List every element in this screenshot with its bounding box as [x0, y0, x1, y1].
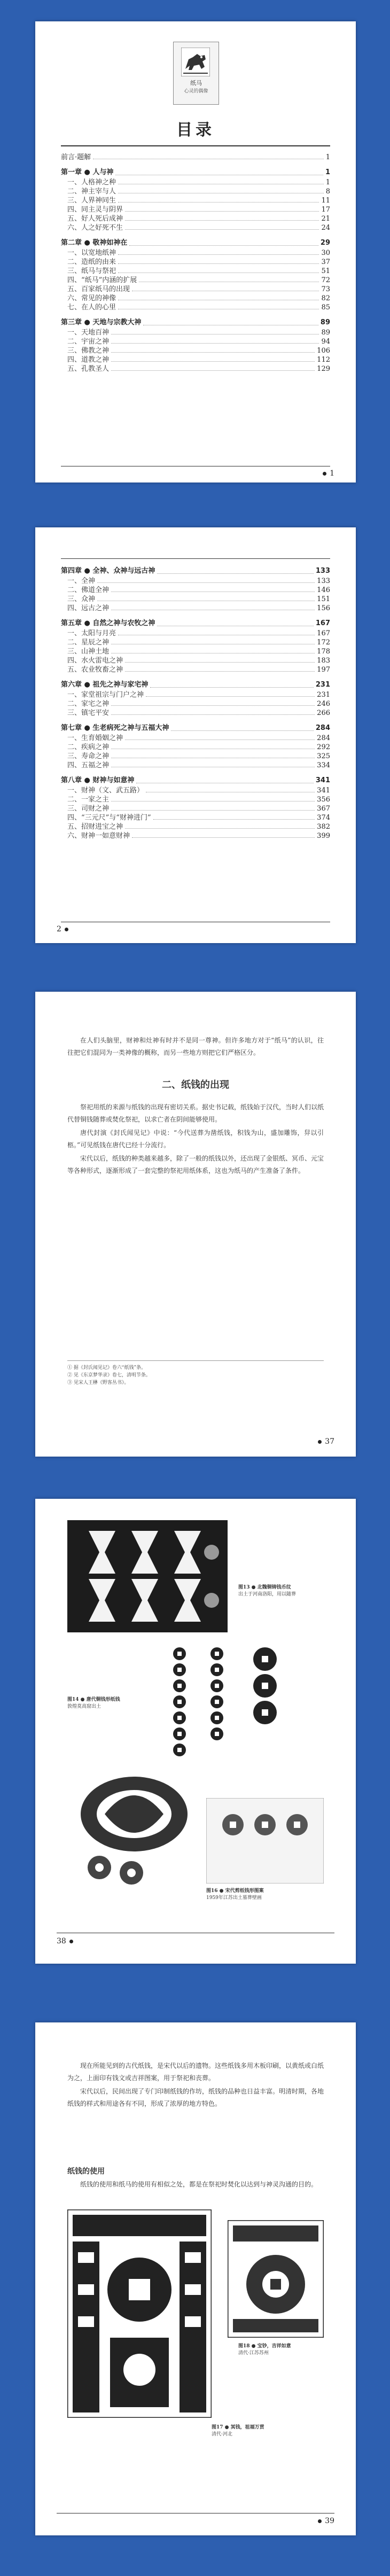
toc-entry-page: 178 — [317, 648, 330, 656]
toc-entry-page: 11 — [321, 197, 330, 205]
body-text — [67, 1101, 324, 1178]
figure-14-caption: 图14 ● 唐代铜钱形纸钱 敦煌莫高窟出土 — [67, 1697, 120, 1709]
toc-entry-page: 284 — [317, 734, 330, 742]
figure-16-caption: 图16 ● 宋代剪纸钱形图案 1959年江苏出土墓葬壁画 — [206, 1888, 264, 1901]
toc-entry-page: 334 — [317, 761, 330, 769]
toc-entry-page: 129 — [317, 365, 330, 373]
toc-entry-label: 一、人格神之种 — [67, 178, 116, 186]
toc-list — [61, 561, 330, 840]
toc-entry-label: 一、生育婚姻之神 — [67, 734, 123, 742]
toc-entry-label: 六、财神一如意财神 — [67, 832, 130, 840]
logo-subtitle: 心灵的偶像 — [184, 89, 208, 94]
toc-entry-page: 325 — [317, 752, 330, 760]
toc-entry-page: 374 — [317, 814, 330, 822]
divider — [61, 145, 330, 146]
page-title: 目录 — [176, 121, 215, 139]
toc-section[interactable] — [61, 223, 330, 232]
toc-entry-label: 一、天地百神 — [67, 329, 110, 337]
toc-entry-label: 二、疾病之神 — [67, 743, 110, 751]
toc-entry-label: 五、农业牧畜之神 — [67, 666, 123, 674]
toc-entry-label: 四、道教之神 — [67, 356, 110, 364]
toc-section[interactable] — [61, 214, 330, 223]
toc-section[interactable] — [61, 337, 330, 346]
figure-17-caption: 图17 ● 冥钱，祖福万贯 清代·河北 — [212, 2425, 264, 2437]
toc-entry-label: 三、众神 — [67, 595, 96, 603]
toc-section[interactable] — [61, 761, 330, 770]
toc-section[interactable] — [61, 364, 330, 373]
toc-entry-label: 三、寿命之神 — [67, 752, 110, 760]
toc-section[interactable] — [61, 795, 330, 804]
toc-section[interactable] — [61, 786, 330, 795]
toc-chapter[interactable] — [61, 723, 330, 734]
toc-entry-label: 第七章 ● 生老病死之神与五福大神 — [61, 724, 169, 732]
toc-page-2 — [35, 527, 356, 943]
footnotes — [67, 1360, 324, 1387]
toc-entry-page: 231 — [315, 681, 330, 689]
footnote: ③ 见宋人王楙《野客丛书》。 — [67, 1380, 129, 1386]
toc-entry-label: 三、佛教之神 — [67, 347, 110, 355]
toc-entry-label: 四、水火雷电之神 — [67, 657, 123, 665]
toc-entry-label: 一、全神 — [67, 577, 96, 585]
toc-entry-page: 356 — [317, 796, 330, 804]
toc-section[interactable] — [61, 734, 330, 743]
toc-section[interactable] — [61, 629, 330, 638]
footnote: ② 见《东京梦华录》卷七，清明节条。 — [67, 1373, 151, 1378]
toc-section[interactable] — [61, 267, 330, 276]
toc-entry-page: 17 — [321, 206, 330, 214]
figure-14-image — [163, 1643, 302, 1761]
divider — [61, 558, 330, 559]
toc-entry-page: 112 — [317, 356, 330, 364]
toc-entry-label: 一、家堂祖宗与门户之神 — [67, 691, 144, 699]
toc-entry-page: 133 — [317, 577, 330, 585]
figure-17-image — [67, 2209, 212, 2418]
toc-section[interactable] — [61, 276, 330, 285]
body-text-2: 纸钱的使用和纸马的使用有相似之处，都是在祭祀时焚化以达到与神灵沟通的目的。 — [80, 2181, 318, 2188]
toc-preface[interactable] — [61, 153, 330, 162]
toc-section[interactable] — [61, 656, 330, 665]
toc-entry-label: 第八章 ● 财神与如意神 — [61, 776, 135, 784]
toc-entry-page: 106 — [317, 347, 330, 355]
toc-entry-label: 四、“三元尺”与“财神进门” — [67, 814, 151, 822]
horse-emblem-icon — [181, 48, 210, 76]
toc-entry-page: 341 — [315, 776, 330, 784]
toc-section[interactable] — [61, 831, 330, 840]
toc-section[interactable] — [61, 638, 330, 647]
toc-section[interactable] — [61, 285, 330, 294]
toc-entry-label: 四、“纸马”内涵的扩展 — [67, 276, 137, 284]
toc-entry-page: 1 — [325, 178, 330, 186]
toc-section[interactable] — [61, 595, 330, 604]
toc-entry-label: 前言·题解 — [61, 153, 91, 161]
toc-section[interactable] — [61, 577, 330, 586]
toc-entry-page: 167 — [315, 619, 330, 627]
toc-entry-page: 341 — [317, 787, 330, 795]
toc-section[interactable] — [61, 665, 330, 674]
toc-chapter[interactable] — [61, 618, 330, 629]
toc-entry-label: 第五章 ● 自然之神与农牧之神 — [61, 619, 155, 627]
figure-page-38 — [35, 1499, 356, 1964]
toc-entry-page: 1 — [325, 168, 330, 176]
toc-entry-page: 29 — [320, 239, 330, 247]
toc-entry-label: 三、纸马与祭祀 — [67, 267, 116, 275]
figure-18-caption: 图18 ● 宝钞，吉祥如意 清代·江苏苏州 — [238, 2344, 291, 2356]
toc-entry-page: 292 — [317, 743, 330, 751]
toc-entry-page: 399 — [317, 832, 330, 840]
figure-15-image — [73, 1766, 196, 1889]
toc-entry-label: 四、远古之神 — [67, 604, 110, 612]
toc-entry-page: 51 — [321, 267, 330, 275]
toc-chapter[interactable] — [61, 680, 330, 690]
toc-entry-label: 三、镇宅平安 — [67, 709, 110, 717]
page-number: 37 — [315, 1437, 334, 1446]
toc-entry-label: 六、常见的神像 — [67, 294, 116, 302]
page-number: 39 — [315, 2517, 334, 2525]
toc-entry-page: 30 — [321, 249, 330, 257]
toc-entry-page: 151 — [317, 595, 330, 603]
toc-section[interactable] — [61, 604, 330, 613]
page-number: 1 — [319, 469, 334, 478]
paragraph: 宋代以后，纸钱的种类越来越多，除了一般的纸钱以外，还出现了金银纸、冥币、元宝等各种形式，逐渐形成了一套完整的祭祀用纸体系，这也为纸马的产生准备了条件。 — [67, 1155, 324, 1174]
toc-section[interactable] — [61, 346, 330, 355]
toc-entry-page: 1 — [325, 153, 330, 161]
logo-title: 纸马 — [190, 80, 202, 87]
page-number: 38 — [57, 1937, 76, 1945]
toc-entry-page: 82 — [321, 294, 330, 302]
toc-section[interactable] — [61, 813, 330, 822]
toc-entry-label: 二、佛道全神 — [67, 586, 110, 594]
toc-entry-label: 五、孔教圣人 — [67, 365, 110, 373]
toc-chapter[interactable] — [61, 566, 330, 577]
text-page-39 — [35, 2022, 356, 2535]
toc-entry-page: 8 — [325, 188, 330, 196]
toc-entry-page: 24 — [321, 224, 330, 232]
toc-section[interactable] — [61, 690, 330, 699]
toc-section[interactable] — [61, 752, 330, 761]
figure-13-image — [67, 1520, 228, 1632]
toc-entry-page: 156 — [317, 604, 330, 612]
toc-chapter[interactable] — [61, 775, 330, 786]
toc-section[interactable] — [61, 822, 330, 831]
toc-entry-label: 二、宇宙之神 — [67, 338, 110, 346]
toc-entry-page: 284 — [315, 724, 330, 732]
toc-entry-label: 二、星辰之神 — [67, 639, 110, 647]
toc-chapter[interactable] — [61, 238, 330, 248]
toc-entry-label: 六、人之好死不生 — [67, 224, 123, 232]
toc-entry-page: 197 — [317, 666, 330, 674]
toc-entry-label: 第一章 ● 人与神 — [61, 168, 114, 176]
toc-entry-page: 89 — [321, 329, 330, 337]
toc-section[interactable] — [61, 294, 330, 303]
toc-section[interactable] — [61, 248, 330, 258]
toc-page-1 — [35, 21, 356, 482]
toc-section[interactable] — [61, 586, 330, 595]
toc-entry-page: 167 — [317, 629, 330, 637]
toc-section[interactable] — [61, 258, 330, 267]
book-logo — [173, 42, 219, 105]
toc-section[interactable] — [61, 178, 330, 187]
toc-entry-label: 二、造纸的由来 — [67, 258, 116, 266]
toc-entry-label: 第六章 ● 祖先之神与家宅神 — [61, 681, 149, 689]
toc-entry-label: 一、以宽地纸神 — [67, 249, 116, 257]
toc-chapter[interactable] — [61, 317, 330, 328]
toc-section[interactable] — [61, 699, 330, 709]
toc-list — [61, 153, 330, 373]
toc-section[interactable] — [61, 804, 330, 813]
toc-entry-page: 266 — [317, 709, 330, 717]
figure-16-image — [206, 1798, 324, 1884]
toc-section[interactable] — [61, 303, 330, 312]
toc-entry-label: 三、山神土地 — [67, 648, 110, 656]
text-page-37 — [35, 992, 356, 1457]
toc-entry-label: 一、财神（文、武五路） — [67, 787, 144, 795]
paragraph: 唐代封演《封氏闻见记》中说：“今代送葬为凿纸钱，积钱为山，盛加雕饰，舁以引柩。”可见纸钱在唐代已经十分流行。 — [67, 1129, 324, 1149]
toc-section[interactable] — [61, 187, 330, 196]
toc-entry-label: 五、百家纸马的出现 — [67, 285, 130, 293]
figure-13-caption: 图13 ● 北魏铜铸钱币纹 出土于河南洛阳，用以随葬 — [238, 1585, 297, 1597]
toc-section[interactable] — [61, 196, 330, 205]
toc-entry-label: 第二章 ● 敬神如神在 — [61, 239, 128, 247]
section-title: 二、纸钱的出现 — [162, 1079, 229, 1091]
toc-chapter[interactable] — [61, 167, 330, 178]
toc-entry-label: 第三章 ● 天地与宗教大神 — [61, 318, 142, 326]
subheading: 纸钱的使用 — [67, 2167, 105, 2176]
body-text — [67, 2060, 324, 2111]
toc-entry-page: 231 — [317, 691, 330, 699]
paragraph: 祭祀用纸的来源与纸钱的出现有密切关系。据史书记载，纸钱始于汉代，当时人们以纸代替铜钱随葬或焚化祭祀，以求亡者在阴间能够使用。 — [67, 1103, 324, 1123]
toc-entry-page: 382 — [317, 823, 330, 831]
toc-entry-page: 183 — [317, 657, 330, 665]
toc-section[interactable] — [61, 205, 330, 214]
page-number: 2 — [57, 925, 72, 933]
paragraph: 宋代以后，民间出现了专门印制纸钱的作坊，纸钱的品种也日益丰富。明清时期，各地纸钱的样式和用途各有不同，形成了浓厚的地方特色。 — [67, 2088, 324, 2107]
toc-entry-label: 四、五福之神 — [67, 761, 110, 769]
intro-paragraph: 在人们头脑里，财神和灶神有时并不是同一尊神。但许多地方对于“纸马”的认识，往往把它们混同为一类神像的概称，而另一些地方则把它们严格区分。 — [67, 1037, 324, 1056]
toc-entry-page: 172 — [317, 639, 330, 647]
toc-entry-label: 第四章 ● 全神、众神与远古神 — [61, 567, 155, 575]
toc-entry-label: 二、神主宰与人 — [67, 188, 116, 196]
toc-section[interactable] — [61, 647, 330, 656]
toc-entry-page: 72 — [321, 276, 330, 284]
figure-18-image — [228, 2220, 324, 2338]
toc-section[interactable] — [61, 355, 330, 364]
toc-entry-page: 73 — [321, 285, 330, 293]
toc-entry-page: 21 — [321, 215, 330, 223]
paragraph: 现在所能见到的古代纸钱，是宋代以后的遗物。这些纸钱多用木板印刷，以黄纸或白纸为之，上面印有钱文或吉祥图案，用于祭祀和丧葬。 — [67, 2062, 324, 2082]
toc-entry-page: 94 — [321, 338, 330, 346]
toc-section[interactable] — [61, 709, 330, 718]
footnote: ① 据《封氏闻见记》卷六“纸钱”条。 — [67, 1365, 146, 1371]
toc-entry-label: 二、一家之主 — [67, 796, 110, 804]
toc-entry-label: 二、家宅之神 — [67, 700, 110, 708]
toc-entry-label: 五、好人死后成神 — [67, 215, 123, 223]
toc-entry-page: 133 — [315, 567, 330, 575]
toc-entry-label: 五、招财进宝之神 — [67, 823, 123, 831]
toc-entry-page: 85 — [321, 303, 330, 312]
toc-section[interactable] — [61, 328, 330, 337]
toc-entry-label: 四、同主灵与阴界 — [67, 206, 123, 214]
toc-section[interactable] — [61, 743, 330, 752]
toc-entry-page: 246 — [317, 700, 330, 708]
toc-entry-page: 146 — [317, 586, 330, 594]
toc-entry-page: 367 — [317, 805, 330, 813]
toc-entry-label: 一、太阳与月亮 — [67, 629, 116, 637]
toc-entry-page: 37 — [321, 258, 330, 266]
toc-entry-label: 七、在人的心里 — [67, 303, 116, 312]
toc-entry-page: 89 — [320, 318, 330, 326]
toc-entry-label: 三、人界神同生 — [67, 197, 116, 205]
toc-entry-label: 三、司财之神 — [67, 805, 110, 813]
